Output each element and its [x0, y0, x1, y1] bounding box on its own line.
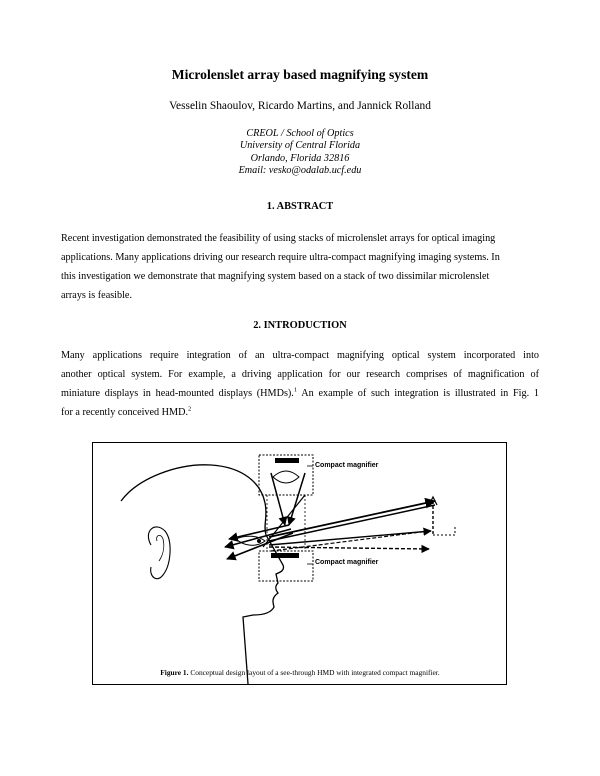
ray [269, 531, 431, 545]
introduction-paragraph [61, 346, 539, 422]
affiliation-university: University of Central Florida [239, 140, 361, 152]
paper-title: Microlenslet array based magnifying system [171, 67, 429, 82]
caption-text: Conceptual design layout of a see-through HMD with integrated compact magnifier. [188, 668, 440, 677]
introduction-line-text: miniature displays in head-mounted displays (HMDs). [61, 388, 294, 399]
reference-2: 2 [188, 405, 192, 413]
abstract-paragraph [61, 229, 539, 305]
introduction-line: another optical system. For example, a driving application for our research comprises of magnification of [61, 369, 539, 380]
figure-1 [92, 442, 507, 685]
ear-inner [157, 535, 164, 561]
author-list: Vesselin Shaoulov, Ricardo Martins, and Jannick Rolland [169, 100, 431, 112]
introduction-line [61, 384, 539, 403]
introduction-line-text: An example of such integration is illustrated in Fig. 1 [297, 388, 539, 399]
ray [269, 501, 435, 537]
introduction-line-text: for a recently conceived HMD. [61, 407, 189, 418]
upper-display [275, 458, 299, 463]
upper-lens [273, 471, 299, 483]
affiliation-email: Email: vesko@odalab.ucf.edu [238, 165, 362, 177]
ray [269, 547, 429, 549]
ray [289, 473, 305, 525]
introduction-line: Many applications require integration of an ultra-compact magnifying optical system incorporated into [61, 350, 539, 361]
introduction-line [61, 403, 539, 422]
abstract-heading: 1. ABSTRACT [266, 201, 334, 212]
hmd-diagram [93, 443, 507, 684]
figure-caption [0, 668, 600, 677]
lower-display [271, 553, 299, 558]
abstract-line: applications. Many applications driving our research require ultra-compact magnifying imaging systems. In [61, 252, 500, 263]
label-compact-magnifier-top: Compact magnifier [315, 462, 379, 469]
eye-pupil [257, 539, 261, 543]
affiliation-school: CREOL / School of Optics [246, 128, 354, 139]
affiliation-city: Orlando, Florida 32816 [250, 152, 350, 164]
introduction-heading: 2. INTRODUCTION [253, 320, 347, 331]
ear-outline [148, 527, 170, 579]
abstract-line: Recent investigation demonstrated the feasibility of using stacks of microlenslet arrays for optical imaging [61, 233, 496, 244]
abstract-line: this investigation we demonstrate that magnifying system based on a stack of two dissimilar microlenslet [61, 271, 490, 282]
label-compact-magnifier-bottom: Compact magnifier [315, 559, 379, 566]
caption-label: Figure 1. [160, 668, 189, 677]
abstract-line: arrays is feasible. [61, 290, 132, 301]
affiliation-block [0, 128, 600, 178]
reference-1: 1 [293, 386, 298, 394]
